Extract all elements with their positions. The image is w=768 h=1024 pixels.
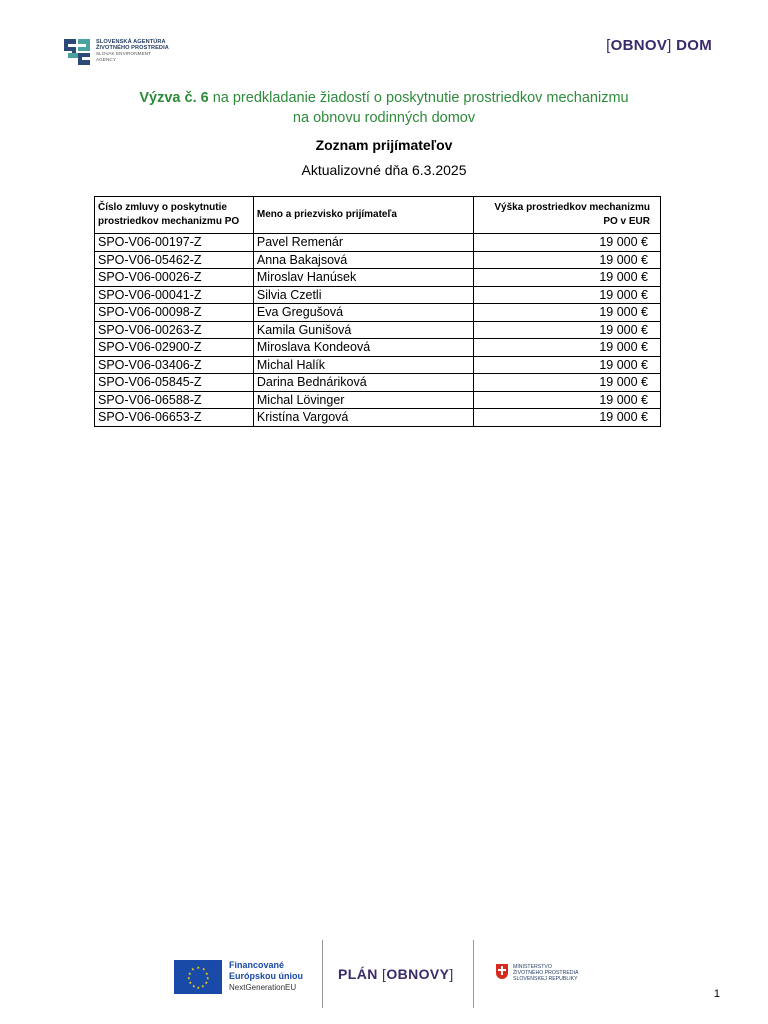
cell-recipient-name: Miroslava Kondeová: [253, 339, 473, 357]
eu-stars-icon: [174, 960, 222, 994]
svg-text:★: ★: [205, 971, 209, 976]
logo-bracket-open: [: [606, 37, 611, 54]
plan-bracket-open: [: [382, 966, 387, 982]
cell-contract-number: SPO-V06-00098-Z: [95, 304, 254, 322]
cell-contract-number: SPO-V06-00026-Z: [95, 269, 254, 287]
ministry-line1: MINISTERSTVO: [513, 964, 552, 970]
table-header-row: [95, 197, 661, 234]
header-amount-line1: Výška prostriedkov mechanizmu: [494, 202, 650, 213]
table-row: [95, 374, 661, 392]
table-row: [95, 391, 661, 409]
cell-contract-number: SPO-V06-05462-Z: [95, 251, 254, 269]
cell-contract-number: SPO-V06-05845-Z: [95, 374, 254, 392]
plan-word: PLÁN: [338, 966, 378, 982]
cell-contract-number: SPO-V06-02900-Z: [95, 339, 254, 357]
footer-logos: [174, 938, 594, 1008]
svg-text:★: ★: [204, 980, 209, 985]
eu-flag-icon: [174, 960, 222, 994]
table-row: [95, 251, 661, 269]
logo-word-dom: DOM: [676, 37, 712, 54]
svg-text:★: ★: [187, 975, 191, 981]
cell-recipient-name: Pavel Remenár: [253, 234, 473, 252]
agency-name-line2: ŽIVOTNÉHO PROSTREDIA: [96, 45, 169, 52]
table-row: [95, 339, 661, 357]
agency-name-line1: SLOVENSKÁ AGENTÚRA: [96, 39, 166, 45]
table-row: [95, 234, 661, 252]
obnov-dom-logo: [606, 37, 712, 54]
cell-recipient-name: Anna Bakajsová: [253, 251, 473, 269]
cell-amount: 19 000 €: [473, 374, 660, 392]
cell-amount: 19 000 €: [473, 251, 660, 269]
call-title-line2: na obnovu rodinných domov: [292, 110, 476, 126]
cell-recipient-name: Eva Gregušová: [253, 304, 473, 322]
agency-name: [96, 39, 169, 62]
plan-obnovy-logo: [338, 966, 454, 982]
slovak-crest-icon: [496, 964, 508, 979]
cell-recipient-name: Michal Halík: [253, 356, 473, 374]
svg-text:★: ★: [196, 985, 201, 990]
cell-amount: 19 000 €: [473, 409, 660, 427]
agency-name-line4: AGENCY: [96, 56, 117, 62]
svg-text:★: ★: [188, 971, 192, 976]
cell-recipient-name: Darina Bednáriková: [253, 374, 473, 392]
svg-text:★: ★: [188, 980, 193, 985]
svg-text:★: ★: [192, 983, 196, 989]
cell-amount: 19 000 €: [473, 286, 660, 304]
cell-contract-number: SPO-V06-00041-Z: [95, 286, 254, 304]
table-body: [95, 234, 661, 427]
plan-word-obnovy: OBNOVY: [386, 966, 450, 982]
svg-text:★: ★: [191, 966, 195, 972]
svg-text:★: ★: [196, 965, 201, 970]
cell-recipient-name: Kamila Gunišová: [253, 321, 473, 339]
svg-text:★: ★: [206, 975, 210, 981]
cell-amount: 19 000 €: [473, 356, 660, 374]
cell-recipient-name: Silvia Czetli: [253, 286, 473, 304]
svg-text:★: ★: [201, 983, 205, 989]
agency-name-line3: SLOVAK ENVIRONMENT: [96, 51, 152, 57]
table-row: [95, 356, 661, 374]
cell-amount: 19 000 €: [473, 269, 660, 287]
header-contract-line1: Číslo zmluvy o poskytnutie: [98, 202, 227, 213]
agency-logo: [64, 38, 194, 68]
cell-amount: 19 000 €: [473, 321, 660, 339]
header-amount-line2: PO v EUR: [603, 216, 650, 227]
call-description: na predkladanie žiadostí o poskytnutie prostriedkov mechanizmu: [208, 90, 629, 106]
eu-line2: Európskou úniou: [229, 971, 303, 981]
cell-amount: 19 000 €: [473, 339, 660, 357]
cell-amount: 19 000 €: [473, 234, 660, 252]
table-row: [95, 304, 661, 322]
ministry-name: [513, 964, 578, 982]
eu-line3: NextGenerationEU: [229, 983, 297, 992]
footer-divider: [322, 940, 323, 1008]
header-recipient-name: Meno a priezvisko prijímateľa: [253, 197, 473, 234]
table-row: [95, 321, 661, 339]
cell-amount: 19 000 €: [473, 391, 660, 409]
cell-recipient-name: Miroslav Hanúsek: [253, 269, 473, 287]
eu-funding-text: [229, 960, 303, 993]
ministry-line2: ŽIVOTNÉHO PROSTREDIA: [513, 970, 579, 976]
table-row: [95, 286, 661, 304]
recipients-table: [94, 196, 661, 427]
cell-contract-number: SPO-V06-00263-Z: [95, 321, 254, 339]
call-title-line1: [0, 88, 768, 108]
call-number: Výzva č. 6: [139, 90, 209, 106]
header-amount: [473, 197, 660, 234]
agency-logo-mark: [64, 38, 94, 66]
ministry-line3: SLOVENSKEJ REPUBLIKY: [513, 976, 578, 982]
svg-text:★: ★: [202, 966, 206, 972]
header-contract-line2: prostriedkov mechanizmu PO: [98, 216, 240, 227]
cell-recipient-name: Michal Lövinger: [253, 391, 473, 409]
cell-contract-number: SPO-V06-03406-Z: [95, 356, 254, 374]
logo-word-obnov: OBNOV: [610, 37, 668, 54]
cell-recipient-name: Kristína Vargová: [253, 409, 473, 427]
table-row: [95, 409, 661, 427]
updated-date: Aktualizovné dňa 6.3.2025: [301, 162, 467, 178]
cell-contract-number: SPO-V06-00197-Z: [95, 234, 254, 252]
table-row: [95, 269, 661, 287]
eu-line1: Financované: [229, 960, 285, 970]
header-contract-number: [95, 197, 254, 234]
logo-bracket-close: ]: [667, 37, 672, 54]
cell-contract-number: SPO-V06-06653-Z: [95, 409, 254, 427]
page-number: 1: [713, 988, 720, 1000]
list-title: Zoznam prijímateľov: [315, 137, 453, 153]
cell-amount: 19 000 €: [473, 304, 660, 322]
plan-bracket-close: ]: [449, 966, 454, 982]
cell-contract-number: SPO-V06-06588-Z: [95, 391, 254, 409]
footer-divider: [473, 940, 474, 1008]
